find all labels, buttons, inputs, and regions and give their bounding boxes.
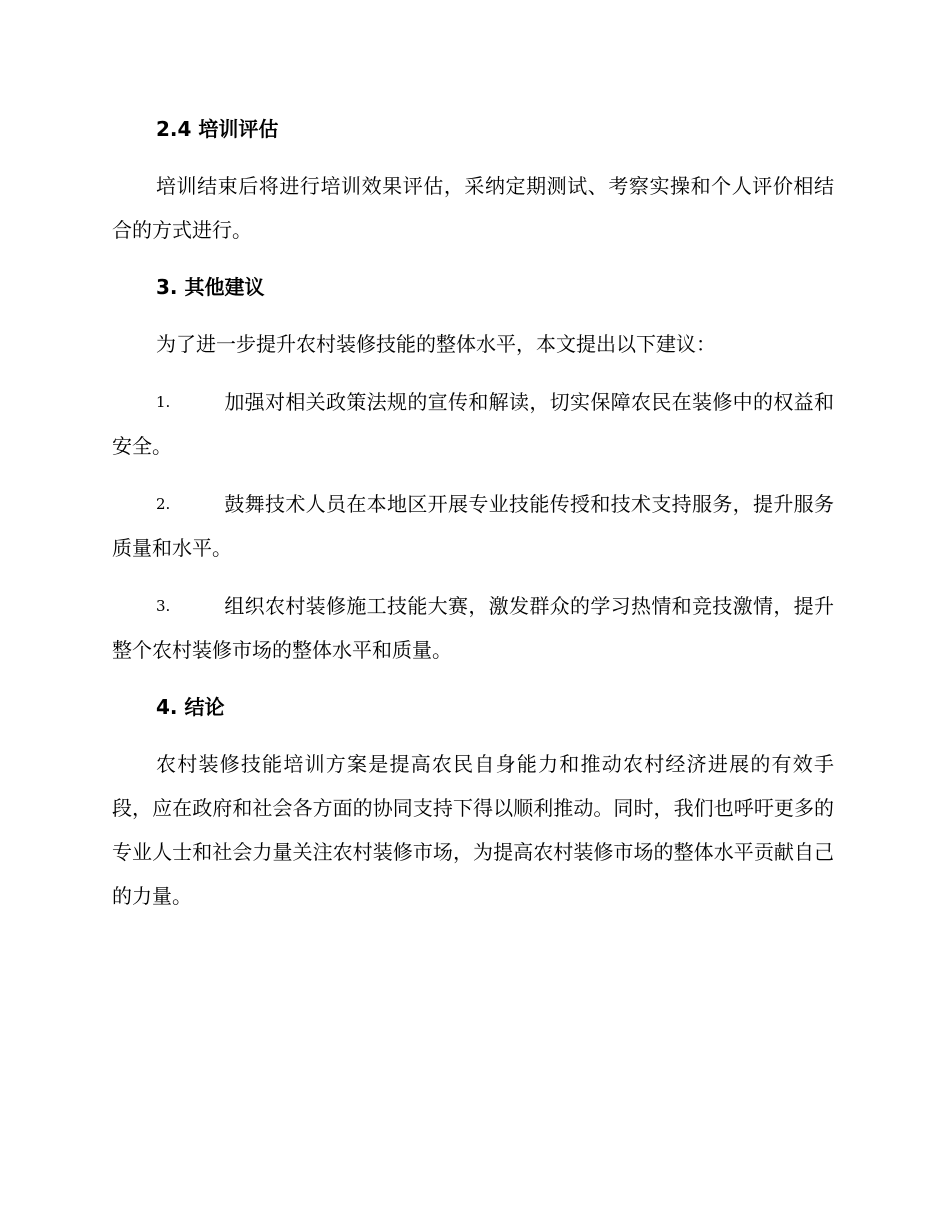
list-item — [112, 584, 834, 672]
list-item-text: 加强对相关政策法规的宣传和解读，切实保障农民在装修中的权益和安全。 — [112, 390, 834, 458]
paragraph-training-evaluation: 培训结束后将进行培训效果评估，采纳定期测试、考察实操和个人评价相结合的方式进行。 — [112, 174, 834, 242]
section-heading-other-suggestions: 3. 其他建议 — [156, 275, 265, 299]
document-content — [112, 108, 834, 932]
paragraph-conclusion: 农村装修技能培训方案是提高农民自身能力和推动农村经济进展的有效手段，应在政府和社会各方面的协同支持下得以顺利推动。同时，我们也呼吁更多的专业人士和社会力量关注农村装修市场，为提高农村装修市场的整体水平贡献自己的力量。 — [112, 752, 834, 908]
paragraph-suggestions-intro: 为了进一步提升农村装修技能的整体水平，本文提出以下建议： — [156, 332, 716, 356]
section-heading-conclusion: 4. 结论 — [156, 695, 225, 719]
list-item — [112, 380, 834, 468]
list-item-text: 组织农村装修施工技能大赛，激发群众的学习热情和竞技激情，提升整个农村装修市场的整体水平和质量。 — [112, 594, 834, 662]
list-item — [112, 482, 834, 570]
list-item-number: 3. — [156, 597, 171, 615]
list-item-number: 1. — [156, 393, 171, 411]
section-heading-training-evaluation: 2.4 培训评估 — [156, 117, 279, 141]
list-item-number: 2. — [156, 495, 171, 513]
list-item-text: 鼓舞技术人员在本地区开展专业技能传授和技术支持服务，提升服务质量和水平。 — [112, 492, 834, 560]
